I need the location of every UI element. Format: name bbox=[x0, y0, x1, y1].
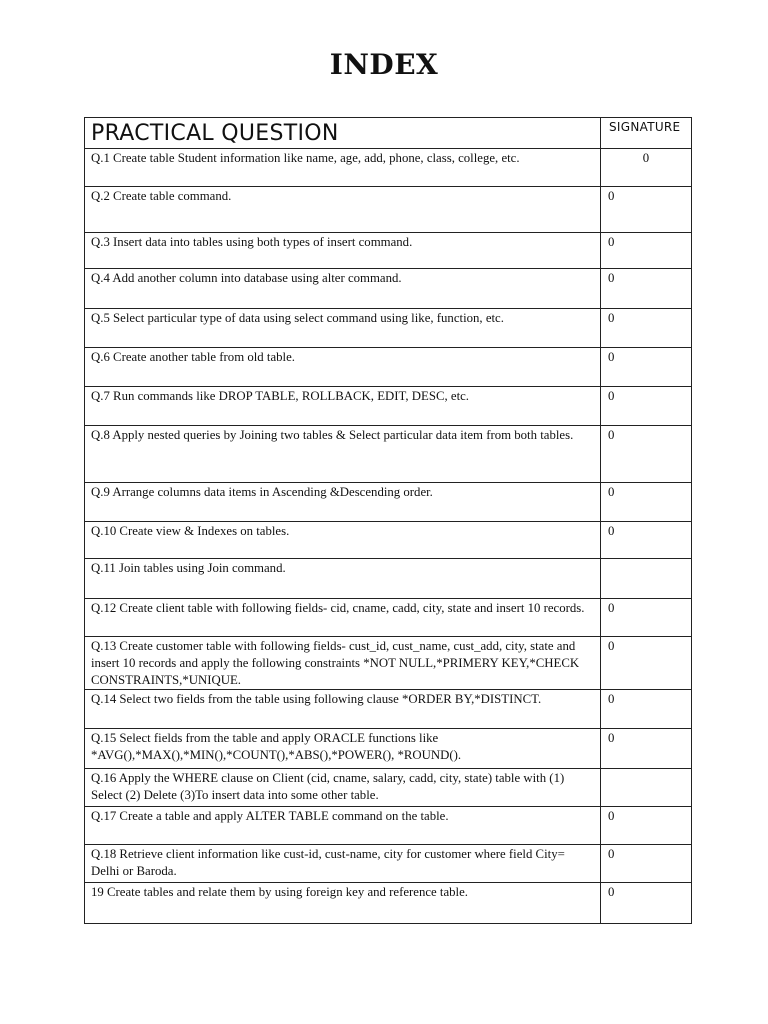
signature-cell: 0 bbox=[601, 637, 692, 690]
table-row bbox=[85, 309, 692, 348]
table-row bbox=[85, 559, 692, 599]
signature-cell: 0 bbox=[601, 729, 692, 769]
question-cell: Q.10 Create view & Indexes on tables. bbox=[85, 522, 601, 559]
table-row bbox=[85, 187, 692, 233]
question-cell: Q.17 Create a table and apply ALTER TABLE command on the table. bbox=[85, 807, 601, 845]
table-row bbox=[85, 426, 692, 483]
index-table bbox=[84, 117, 692, 924]
signature-cell: 0 bbox=[601, 807, 692, 845]
signature-cell: 0 bbox=[601, 690, 692, 729]
table-row bbox=[85, 149, 692, 187]
table-row bbox=[85, 348, 692, 387]
table-row bbox=[85, 637, 692, 690]
table-row bbox=[85, 483, 692, 522]
question-cell: Q.14 Select two fields from the table using following clause *ORDER BY,*DISTINCT. bbox=[85, 690, 601, 729]
signature-cell: 0 bbox=[601, 187, 692, 233]
question-cell: Q.11 Join tables using Join command. bbox=[85, 559, 601, 599]
signature-cell: 0 bbox=[601, 599, 692, 637]
signature-cell bbox=[601, 769, 692, 807]
signature-cell: 0 bbox=[601, 387, 692, 426]
table-row bbox=[85, 599, 692, 637]
question-cell: Q.13 Create customer table with following fields- cust_id, cust_name, cust_add, city, state and insert 10 records and apply the following constraints *NOT NULL,*PRIMERY KEY,*CHECK CONSTRAINTS,*UNIQUE. bbox=[85, 637, 601, 690]
signature-cell: 0 bbox=[601, 233, 692, 269]
signature-cell: 0 bbox=[601, 426, 692, 483]
signature-cell: 0 bbox=[601, 149, 692, 187]
table-row bbox=[85, 522, 692, 559]
table-row bbox=[85, 729, 692, 769]
question-cell: Q.15 Select fields from the table and apply ORACLE functions like *AVG(),*MAX(),*MIN(),*COUNT(),*ABS(),*POWER(), *ROUND(). bbox=[85, 729, 601, 769]
question-cell: Q.7 Run commands like DROP TABLE, ROLLBACK, EDIT, DESC, etc. bbox=[85, 387, 601, 426]
table-row bbox=[85, 883, 692, 924]
question-cell: Q.8 Apply nested queries by Joining two tables & Select particular data item from both tables. bbox=[85, 426, 601, 483]
question-cell: Q.2 Create table command. bbox=[85, 187, 601, 233]
signature-cell: 0 bbox=[601, 483, 692, 522]
signature-cell: 0 bbox=[601, 309, 692, 348]
signature-cell: 0 bbox=[601, 348, 692, 387]
question-cell: Q.9 Arrange columns data items in Ascending &Descending order. bbox=[85, 483, 601, 522]
practical-question-header: PRACTICAL QUESTION bbox=[85, 118, 601, 149]
question-cell: Q.3 Insert data into tables using both types of insert command. bbox=[85, 233, 601, 269]
table-row bbox=[85, 387, 692, 426]
question-cell: Q.6 Create another table from old table. bbox=[85, 348, 601, 387]
question-cell: Q.16 Apply the WHERE clause on Client (cid, cname, salary, cadd, city, state) table with (1) Select (2) Delete (3)To insert data into some other table. bbox=[85, 769, 601, 807]
table-row bbox=[85, 233, 692, 269]
signature-cell bbox=[601, 559, 692, 599]
table-row bbox=[85, 269, 692, 309]
signature-cell: 0 bbox=[601, 522, 692, 559]
signature-header: SIGNATURE bbox=[601, 118, 692, 149]
question-cell: Q.5 Select particular type of data using select command using like, function, etc. bbox=[85, 309, 601, 348]
question-cell: Q.18 Retrieve client information like cust-id, cust-name, city for customer where field City= Delhi or Baroda. bbox=[85, 845, 601, 883]
header-row bbox=[85, 118, 692, 149]
table-row bbox=[85, 769, 692, 807]
table-row bbox=[85, 845, 692, 883]
signature-cell: 0 bbox=[601, 269, 692, 309]
question-cell: 19 Create tables and relate them by using foreign key and reference table. bbox=[85, 883, 601, 924]
table-row bbox=[85, 690, 692, 729]
question-cell: Q.12 Create client table with following fields- cid, cname, cadd, city, state and insert 10 records. bbox=[85, 599, 601, 637]
table-row bbox=[85, 807, 692, 845]
signature-cell: 0 bbox=[601, 845, 692, 883]
signature-cell: 0 bbox=[601, 883, 692, 924]
question-cell: Q.1 Create table Student information like name, age, add, phone, class, college, etc. bbox=[85, 149, 601, 187]
question-cell: Q.4 Add another column into database using alter command. bbox=[85, 269, 601, 309]
page-title: INDEX bbox=[329, 48, 439, 81]
